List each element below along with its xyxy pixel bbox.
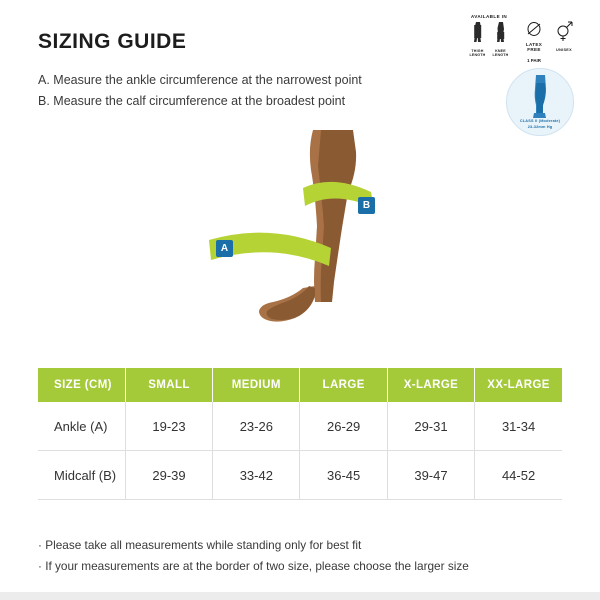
- knee-length-leg-icon: [493, 21, 509, 43]
- note-2: · If your measurements are at the border of two size, please choose the larger size: [38, 559, 469, 573]
- column-header-large: LARGE: [300, 368, 387, 402]
- cell-ankle-x-large: 29-31: [387, 402, 474, 451]
- leg-illustration: [175, 130, 425, 345]
- unisex-badge: [551, 18, 577, 52]
- cell-ankle-medium: 23-26: [213, 402, 300, 451]
- table-row: [38, 402, 562, 451]
- thigh-length-label: THIGH LENGTH: [469, 49, 486, 57]
- available-in-caption: AVAILABLE IN: [470, 14, 508, 19]
- pair-count-label: 1 PAIR: [527, 58, 541, 63]
- cell-midcalf-xx-large: 44-52: [475, 451, 562, 500]
- footer-notes: [38, 535, 469, 577]
- knee-length-option: [493, 21, 509, 57]
- instruction-a: A. Measure the ankle circumference at the narrowest point: [38, 73, 362, 87]
- compression-class-line-1: CLASS II (Moderate): [519, 119, 561, 123]
- row-label-ankle: Ankle (A): [38, 402, 125, 451]
- thigh-length-option: [470, 21, 486, 57]
- column-header-small: SMALL: [125, 368, 212, 402]
- sizing-table: [38, 368, 562, 500]
- row-label-midcalf: Midcalf (B): [38, 451, 125, 500]
- latex-free-badge: [520, 20, 548, 63]
- column-header-medium: MEDIUM: [213, 368, 300, 402]
- unisex-icon: [552, 18, 576, 42]
- cell-ankle-small: 19-23: [125, 402, 212, 451]
- latex-line-2: FREE: [527, 47, 541, 52]
- knee-length-label: KNEE LENGTH: [492, 49, 509, 57]
- leg-length-icons: [461, 21, 517, 57]
- compression-class-line-2: 23-32mm Hg: [527, 125, 553, 129]
- table-row: [38, 451, 562, 500]
- column-header-xx-large: XX-LARGE: [475, 368, 562, 402]
- label-b-marker: B: [358, 197, 375, 214]
- product-badges: [461, 14, 576, 62]
- sizing-table-wrapper: [38, 368, 562, 500]
- cell-midcalf-small: 29-39: [125, 451, 212, 500]
- page-title: SIZING GUIDE: [38, 30, 187, 53]
- note-1: · Please take all measurements while standing only for best fit: [38, 538, 362, 552]
- compression-class-badge: [506, 68, 574, 136]
- cell-ankle-xx-large: 31-34: [475, 402, 562, 451]
- leg-measurement-diagram: [175, 130, 425, 345]
- sizing-table-body: [38, 402, 562, 500]
- cell-midcalf-large: 36-45: [300, 451, 387, 500]
- cell-midcalf-x-large: 39-47: [387, 451, 474, 500]
- available-in-badge: [461, 14, 517, 57]
- latex-free-icon: [524, 20, 544, 37]
- sizing-table-head: [38, 368, 562, 402]
- column-header-size: SIZE (CM): [38, 368, 125, 402]
- cell-midcalf-medium: 33-42: [213, 451, 300, 500]
- measurement-instructions: [38, 70, 362, 112]
- unisex-label: UNISEX: [556, 48, 572, 52]
- latex-line-1: LATEX: [525, 42, 543, 47]
- thigh-length-leg-icon: [470, 21, 486, 43]
- column-header-x-large: X-LARGE: [387, 368, 474, 402]
- bottom-divider: [0, 592, 600, 600]
- cell-ankle-large: 26-29: [300, 402, 387, 451]
- instruction-b: B. Measure the calf circumference at the broadest point: [38, 94, 346, 108]
- table-header-row: [38, 368, 562, 402]
- compression-leg-icon: [507, 71, 573, 123]
- label-a-marker: A: [216, 240, 233, 257]
